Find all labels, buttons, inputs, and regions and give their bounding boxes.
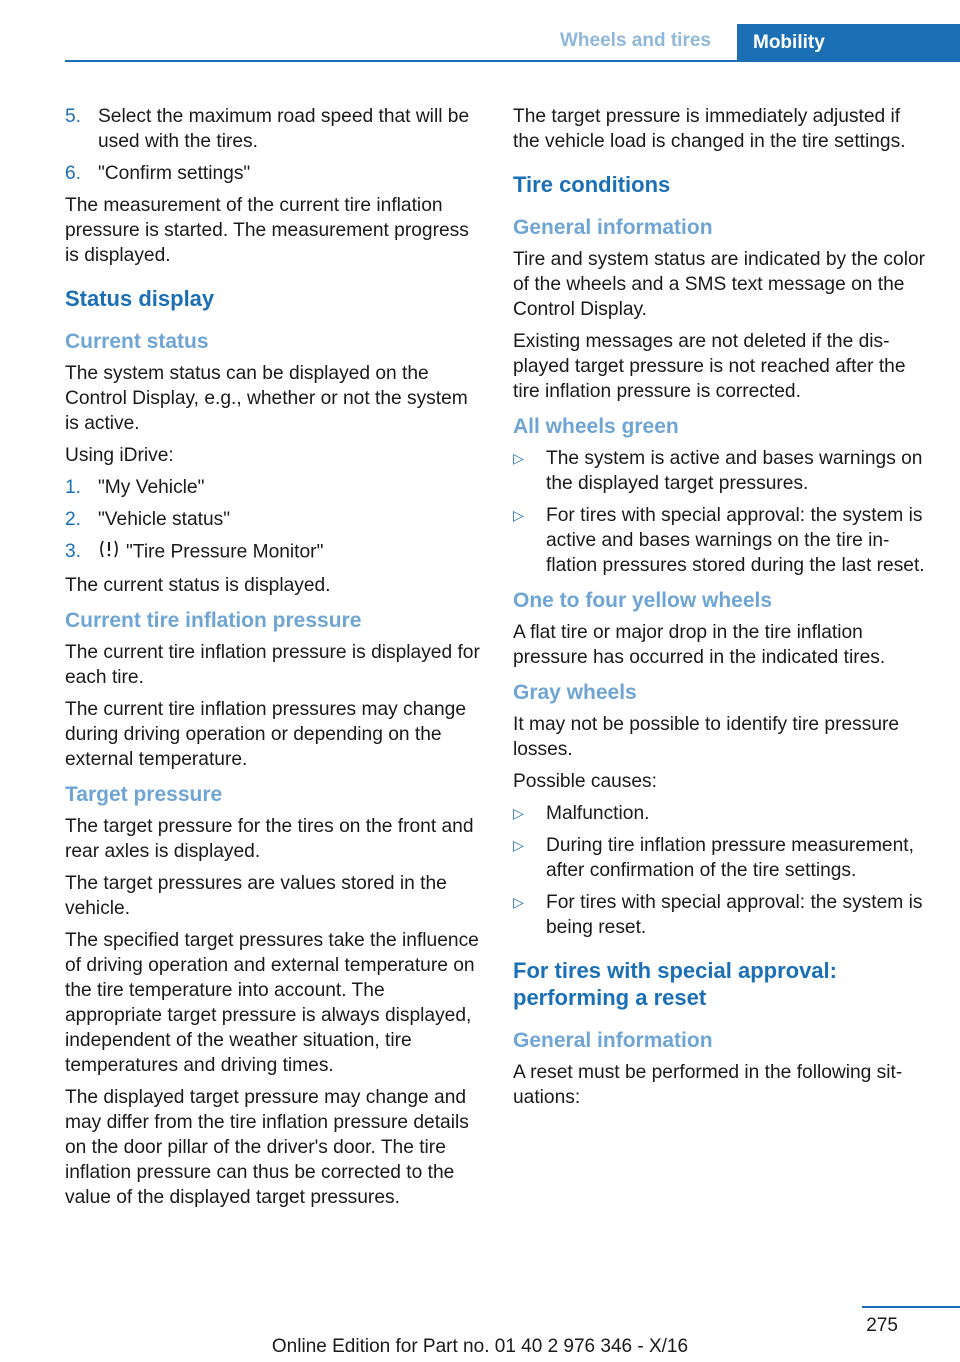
list-item-text: The system is active and bases warnings on the displayed target pressures. — [546, 448, 923, 494]
bullet-triangle-icon: ▷ — [513, 507, 524, 523]
heading-current-status: Current status — [65, 330, 209, 353]
heading-gray-wheels: Gray wheels — [513, 681, 637, 704]
bullet-triangle-icon: ▷ — [513, 450, 524, 466]
step-number: 2. — [65, 509, 82, 530]
paragraph-status: The system status can be displayed on the Control Display, e.g., whether or not the system is active. — [65, 363, 468, 434]
tire-warning-icon — [98, 539, 120, 566]
step-number: 3. — [65, 541, 82, 562]
paragraph-target-4: The displayed target pressure may change and may differ from the tire inflation pressure details on the door pillar of the driver's door. The tire inflation pressure can thus be corrected to the value of the displayed target pressures. — [65, 1087, 469, 1208]
list-item — [513, 890, 931, 940]
paragraph-inflation-1: The current tire inflation pressure is displayed for each tire. — [65, 642, 480, 688]
steps-list-a — [65, 104, 483, 186]
list-item — [513, 833, 931, 883]
header-chapter-tab: Mobility — [737, 24, 960, 62]
header-rule — [65, 60, 960, 62]
paragraph-inflation-2: The current tire inflation pressures may change during driving operation or depending on the external temperature. — [65, 699, 466, 770]
paragraph-yellow: A flat tire or major drop in the tire inflation pressure has occurred in the indicated tires. — [513, 622, 886, 668]
list-item — [65, 539, 483, 566]
list-item — [65, 507, 483, 532]
list-item — [513, 503, 931, 578]
step-number: 1. — [65, 477, 82, 498]
paragraph-displayed: The current status is displayed. — [65, 575, 331, 596]
paragraph-adjusted: The target pressure is immediately adjusted if the vehicle load is changed in the tire settings. — [513, 106, 906, 152]
step-number: 6. — [65, 163, 82, 184]
green-list — [513, 446, 931, 578]
paragraph-general-2: Existing messages are not deleted if the displayed target pressure is not reached after the tire inflation pressure is corrected. — [513, 331, 906, 402]
causes-list — [513, 801, 931, 940]
step-text: "Vehicle status" — [98, 509, 231, 530]
right-column — [513, 104, 931, 1117]
list-item-text: Malfunction. — [546, 803, 650, 824]
list-item — [513, 446, 931, 496]
paragraph-gray: It may not be possible to identify tire pressure losses. — [513, 714, 900, 760]
list-item-text: During tire inflation pressure measurement, after confirmation of the tire settings. — [546, 835, 914, 881]
paragraph-target-2: The target pressures are values stored in the vehicle. — [65, 873, 447, 919]
footer-rule — [862, 1306, 960, 1308]
heading-yellow-wheels: One to four yellow wheels — [513, 589, 773, 612]
step-number: 5. — [65, 106, 82, 127]
step-text: "My Vehicle" — [98, 477, 205, 498]
bullet-triangle-icon: ▷ — [513, 805, 524, 821]
heading-target-pressure: Target pressure — [65, 783, 223, 806]
heading-tire-conditions: Tire conditions — [513, 172, 671, 197]
list-item — [513, 801, 931, 826]
paragraph-reset: A reset must be performed in the following situations: — [513, 1062, 903, 1108]
heading-status-display: Status display — [65, 286, 215, 311]
left-column — [65, 104, 483, 1217]
heading-all-wheels-green: All wheels green — [513, 415, 679, 438]
paragraph-general-1: Tire and system status are indicated by the color of the wheels and a SMS text message on the Control Display. — [513, 249, 926, 320]
paragraph-target-1: The target pressure for the tires on the front and rear axles is displayed. — [65, 816, 474, 862]
paragraph-causes: Possible causes: — [513, 771, 657, 792]
heading-reset: For tires with special approval: performing a reset — [513, 958, 837, 1010]
bullet-triangle-icon: ▷ — [513, 894, 524, 910]
list-item — [65, 104, 483, 154]
step-text: "Confirm settings" — [98, 163, 251, 184]
bullet-triangle-icon: ▷ — [513, 837, 524, 853]
steps-list-b — [65, 475, 483, 566]
heading-general-information: General information — [513, 216, 713, 239]
step-text: "Tire Pressure Monitor" — [126, 541, 324, 563]
list-item — [65, 475, 483, 500]
list-item-text: For tires with special approval: the system is active and bases warnings on the tire inflation pressures stored during the last reset. — [546, 505, 925, 576]
heading-current-inflation: Current tire inflation pressure — [65, 609, 362, 632]
page-number: 275 — [866, 1315, 898, 1336]
header-section-title: Wheels and tires — [560, 30, 711, 51]
paragraph-measurement: The measurement of the current tire inflation pressure is started. The measurement progress is displayed. — [65, 195, 469, 266]
heading-general-information-2: General information — [513, 1029, 713, 1052]
paragraph-target-3: The specified target pressures take the influence of driving operation and external temperature on the tire temperature into account. The appropriate target pressure is always displayed, independent of the weather situation, tire temperatures and driving times. — [65, 930, 479, 1076]
list-item — [65, 161, 483, 186]
list-item-text: For tires with special approval: the system is being reset. — [546, 892, 923, 938]
edition-note: Online Edition for Part no. 01 40 2 976 346 - X/16 — [271, 1336, 689, 1357]
step-text: Select the maximum road speed that will be used with the tires. — [98, 106, 470, 152]
paragraph-idrive: Using iDrive: — [65, 445, 174, 466]
